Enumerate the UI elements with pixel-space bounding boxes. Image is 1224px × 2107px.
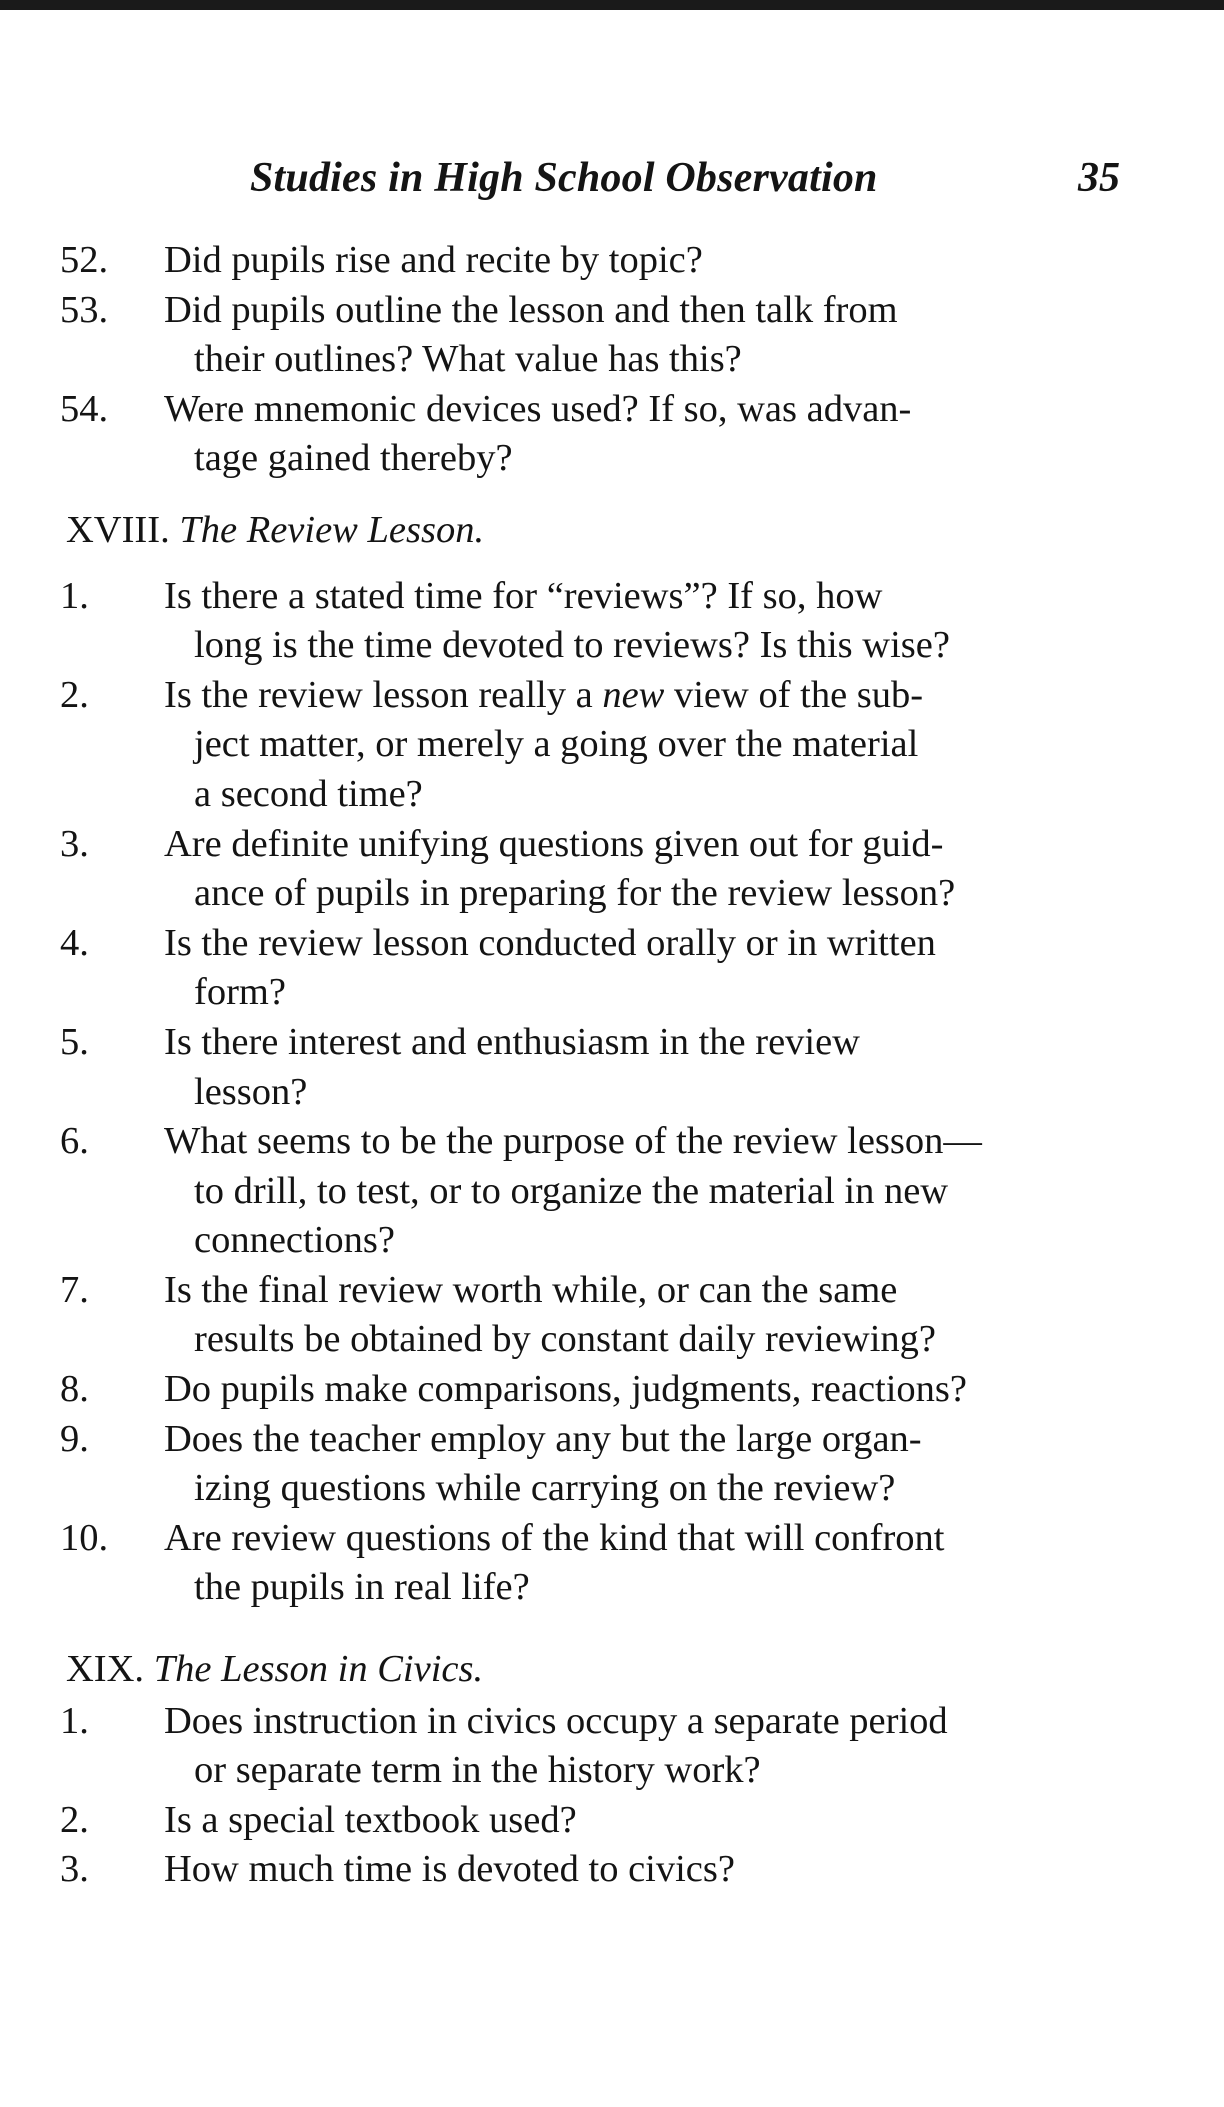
item-line: the pupils in real life? [194, 1566, 530, 1609]
page-number: 35 [1078, 155, 1120, 201]
item-line: Is there a stated time for “reviews”? If so, how [164, 574, 883, 617]
list-item [60, 236, 1125, 286]
item-line: form? [194, 971, 286, 1014]
section-title: The Lesson in Civics. [153, 1648, 484, 1691]
item-line: lesson? [194, 1070, 308, 1113]
item-line: connections? [194, 1219, 395, 1262]
list-item [60, 1845, 1125, 1895]
item-number: 9. [60, 1417, 89, 1460]
item-line: their outlines? What value has this? [194, 338, 742, 381]
list-item [60, 1697, 1125, 1796]
list-item [60, 1365, 1125, 1415]
item-number: 1. [60, 574, 89, 617]
item-line: Is the review lesson conducted orally or in written [164, 921, 936, 964]
list-item [60, 1266, 1125, 1365]
item-line: Are review questions of the kind that will confront [164, 1516, 945, 1559]
item-line: Were mnemonic devices used? If so, was advan- [164, 387, 912, 430]
item-line: How much time is devoted to civics? [164, 1848, 735, 1891]
item-number: 4. [60, 921, 89, 964]
list-item [60, 671, 1125, 820]
item-line: Is the review lesson really a new view of the sub- [164, 673, 924, 716]
item-line: izing questions while carrying on the review? [194, 1467, 896, 1510]
item-line: Did pupils rise and recite by topic? [164, 239, 703, 281]
item-line: Is there interest and enthusiasm in the review [164, 1020, 860, 1063]
item-line: ance of pupils in preparing for the review lesson? [194, 872, 956, 915]
list-item [60, 385, 1125, 484]
running-head [250, 150, 1120, 210]
list-item [60, 1796, 1125, 1846]
item-number: 10. [60, 1516, 109, 1559]
list-item [60, 919, 1125, 1018]
list-item [60, 1117, 1125, 1266]
item-number: 2. [60, 673, 89, 716]
item-number: 53. [60, 288, 109, 331]
item-line: Did pupils outline the lesson and then talk from [164, 288, 898, 331]
item-number: 2. [60, 1798, 89, 1841]
item-number: 7. [60, 1268, 89, 1311]
item-number: 5. [60, 1020, 89, 1063]
item-line: Does instruction in civics occupy a separate period [164, 1699, 948, 1742]
item-line: a second time? [194, 772, 423, 815]
item-number: 1. [60, 1699, 89, 1742]
section-heading-xix [60, 1645, 1125, 1695]
running-title: Studies in High School Observation [250, 155, 878, 201]
list-item [60, 1018, 1125, 1117]
item-line: to drill, to test, or to organize the material in new [194, 1169, 949, 1212]
item-number: 54. [60, 387, 109, 430]
item-line: Do pupils make comparisons, judgments, reactions? [164, 1368, 967, 1411]
section-heading-xviii [60, 506, 1125, 556]
item-line: Does the teacher employ any but the large organ- [164, 1417, 922, 1460]
item-number: 3. [60, 822, 89, 865]
item-line: results be obtained by constant daily reviewing? [194, 1318, 936, 1361]
section-roman: XIX. [66, 1648, 145, 1691]
item-number: 8. [60, 1368, 89, 1411]
item-line: Are definite unifying questions given out for guid- [164, 822, 944, 865]
item-line: What seems to be the purpose of the review lesson— [164, 1120, 982, 1163]
item-line: ject matter, or merely a going over the material [194, 723, 919, 766]
list-item [60, 572, 1125, 671]
item-number: 52. [60, 239, 109, 281]
item-line: Is the final review worth while, or can the same [164, 1268, 898, 1311]
list-item [60, 1415, 1125, 1514]
list-item [60, 1514, 1125, 1613]
item-number: 6. [60, 1120, 89, 1163]
item-line: Is a special textbook used? [164, 1798, 577, 1841]
item-line: long is the time devoted to reviews? Is this wise? [194, 624, 950, 667]
section-title: The Review Lesson. [179, 508, 485, 551]
item-line: tage gained thereby? [194, 437, 513, 480]
item-line: or separate term in the history work? [194, 1749, 761, 1792]
list-item [60, 286, 1125, 385]
page-body [60, 236, 1125, 1895]
section-roman: XVIII. [66, 508, 170, 551]
list-item [60, 820, 1125, 919]
item-number: 3. [60, 1848, 89, 1891]
